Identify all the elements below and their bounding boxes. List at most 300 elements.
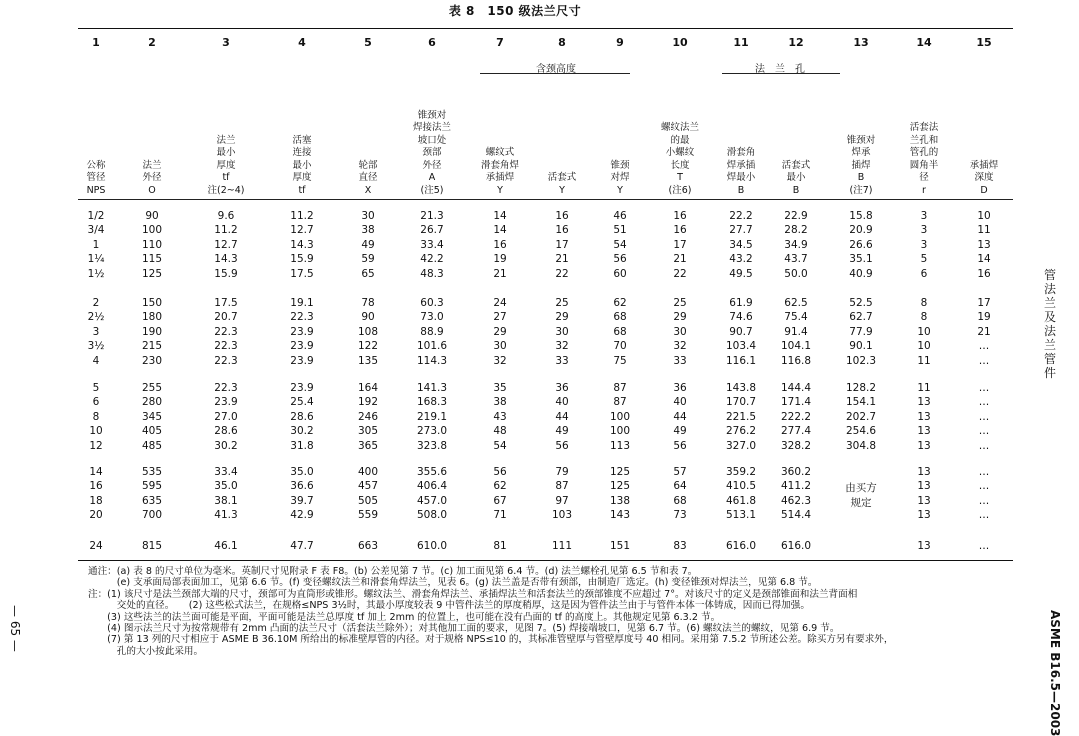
table-cell: 461.8: [725, 494, 757, 507]
table-cell: 87: [613, 396, 627, 409]
table-cell: 11: [977, 224, 991, 237]
table-cell: 116.8: [780, 354, 812, 367]
table-cell: 38: [493, 396, 507, 409]
column-header: [944, 160, 1024, 198]
note-line: 通注：(a) 表 8 的尺寸单位为毫米。英制尺寸见附录 F 表 F8。(b) 公差见第 7 节。(c) 加工面见第 6.4 节。(d) 法兰螺栓孔见第 6.5 节和表 7。: [88, 566, 698, 577]
table-cell: 144.4: [780, 382, 812, 394]
table-cell: 27: [493, 311, 507, 324]
table-cell: 23.9: [290, 382, 314, 394]
table-cell: 17: [673, 238, 687, 251]
table-cell: 16: [555, 224, 569, 237]
table-row: [0, 355, 1079, 369]
table-cell: 485: [141, 439, 163, 452]
table-cell: 15.9: [214, 267, 238, 280]
table-cell: 171.4: [780, 396, 812, 409]
table-cell: 103.4: [725, 340, 757, 353]
table-row: [0, 425, 1079, 439]
column-header-line: Y: [559, 184, 565, 196]
group-header-flange-bore: 法 兰 孔: [755, 64, 805, 75]
column-header-line: 最小: [786, 172, 806, 183]
table-row: [0, 396, 1079, 410]
table-cell: 535: [141, 466, 163, 478]
column-number: 8: [558, 36, 566, 49]
table-cell: 13: [917, 410, 931, 423]
table-cell: 51: [613, 224, 627, 237]
table-title: 表 8 150 级法兰尺寸: [448, 4, 582, 18]
table-cell: 64: [673, 480, 687, 493]
table-cell: 33.4: [420, 238, 444, 251]
column-header-line: 管径: [86, 172, 106, 183]
table-cell: …: [978, 466, 990, 478]
table-cell: 91.4: [784, 325, 808, 338]
table-cell: 108: [357, 325, 379, 338]
column-headers: [0, 80, 1079, 197]
table-cell: 8: [920, 297, 928, 309]
table-cell: 35.0: [214, 480, 238, 493]
table-cell: 101.6: [416, 340, 448, 353]
table-cell: 67: [493, 494, 507, 507]
column-header-line: 长度: [670, 159, 690, 171]
column-header-line: 滑套角: [726, 147, 756, 158]
column-header-line: B: [737, 184, 745, 196]
table-cell: 43: [493, 410, 507, 423]
column-number: 1: [92, 36, 100, 49]
table-cell: 60.3: [420, 297, 444, 309]
table-cell: 221.5: [725, 410, 757, 423]
table-cell: 49: [361, 238, 375, 251]
column-header-line: Y: [617, 184, 623, 196]
table-cell: 56: [613, 253, 627, 266]
column-header-line: B: [857, 172, 865, 183]
table-cell: …: [978, 425, 990, 438]
table-cell: 13: [917, 509, 931, 522]
table-cell: 38: [361, 224, 375, 237]
table-cell: 21: [673, 253, 687, 266]
table-row: [0, 509, 1079, 523]
column-number: 4: [298, 36, 306, 49]
table-cell: 40: [673, 396, 687, 409]
table-cell: 36: [673, 382, 687, 394]
column-header-line: 锥颈对: [846, 134, 876, 146]
table-cell: 16: [673, 210, 687, 222]
column-header-line: 螺纹式: [485, 147, 515, 158]
table-cell: 100: [609, 410, 631, 423]
table-cell: 508.0: [416, 509, 448, 522]
table-cell: …: [978, 439, 990, 452]
table-cell: …: [978, 396, 990, 409]
table-cell: 100: [609, 425, 631, 438]
table-cell: 74.6: [729, 311, 753, 324]
table-cell: 17.5: [290, 267, 314, 280]
table-cell: 230: [141, 354, 163, 367]
table-cell: 406.4: [416, 480, 448, 493]
table-cell: 180: [141, 311, 163, 324]
table-cell: 19: [977, 311, 991, 324]
table-row: [0, 297, 1079, 311]
table-cell: 110: [141, 238, 163, 251]
table-cell: 10: [89, 425, 103, 438]
table-cell: 70: [613, 340, 627, 353]
table-cell: 62: [613, 297, 627, 309]
table-cell: 610.0: [416, 540, 448, 552]
page-number: — 65 —: [8, 605, 22, 652]
table-cell: 21: [977, 325, 991, 338]
column-header-line: 公称: [86, 159, 106, 171]
table-row: [0, 540, 1079, 554]
column-number: 3: [222, 36, 230, 49]
table-cell: 28.6: [214, 425, 238, 438]
table-cell: 71: [493, 509, 507, 522]
table-cell: 62: [493, 480, 507, 493]
table-cell: 56: [555, 439, 569, 452]
column-header-line: 最小: [292, 159, 312, 171]
table-row: [0, 466, 1079, 480]
column-header-line: 管孔的: [909, 147, 939, 158]
table-cell: 规定: [850, 496, 872, 509]
table-cell: 100: [141, 224, 163, 237]
table-cell: 276.2: [725, 425, 757, 438]
table-cell: 54: [613, 238, 627, 251]
table-cell: 202.7: [845, 410, 877, 423]
table-cell: 616.0: [725, 540, 757, 552]
table-cell: 365: [357, 439, 379, 452]
table-cell: 255: [141, 382, 163, 394]
table-cell: 48.3: [420, 267, 444, 280]
column-header-line: r: [922, 184, 926, 196]
table-cell: 5: [92, 382, 100, 394]
table-cell: 10: [917, 340, 931, 353]
table-cell: 13: [917, 425, 931, 438]
table-cell: 97: [555, 494, 569, 507]
table-cell: 30.2: [290, 425, 314, 438]
note-line: (3) 这些法兰的法兰面可能是平面，平面可能是法兰总厚度 tf 加上 2mm 的位置上，也可能在没有凸面的 tf 的高度上。其他规定见第 6.3.2 节。: [88, 611, 721, 623]
table-cell: 1: [92, 238, 100, 251]
table-cell: 141.3: [416, 382, 448, 394]
table-cell: 33: [673, 354, 687, 367]
table-cell: 23.9: [290, 340, 314, 353]
table-cell: 190: [141, 325, 163, 338]
table-cell: 14: [493, 210, 507, 222]
table-cell: 62.5: [784, 297, 808, 309]
table-cell: 12: [89, 439, 103, 452]
table-cell: 8: [920, 311, 928, 324]
table-cell: 168.3: [416, 396, 448, 409]
table-cell: 815: [141, 540, 163, 552]
table-cell: 33: [555, 354, 569, 367]
column-header-line: 小螺纹: [665, 147, 695, 158]
table-cell: 47.7: [290, 540, 314, 552]
table-cell: 10: [917, 325, 931, 338]
table-row: [0, 480, 1079, 494]
table-cell: 6: [92, 396, 100, 409]
table-cell: 62.7: [849, 311, 873, 324]
column-header-line: 法兰: [216, 134, 236, 146]
table-cell: 83: [673, 540, 687, 552]
table-cell: 19: [493, 253, 507, 266]
table-cell: 30: [493, 340, 507, 353]
column-header-line: 兰孔和: [909, 134, 939, 146]
table-cell: 3: [920, 238, 928, 251]
column-header-line: 直径: [358, 172, 378, 183]
table-row: [0, 382, 1079, 396]
table-cell: 457: [357, 480, 379, 493]
table-cell: 29: [673, 311, 687, 324]
table-cell: 254.6: [845, 425, 877, 438]
table-cell: 27.0: [214, 410, 238, 423]
table-cell: 3½: [87, 340, 105, 353]
table-cell: 68: [613, 325, 627, 338]
column-header-line: 颈部: [422, 147, 442, 158]
column-header-line: X: [364, 184, 372, 196]
table-cell: 14.3: [214, 253, 238, 266]
table-cell: 154.1: [845, 396, 877, 409]
note-line: 交处的直径。 (2) 这些松式法兰，在规格≤NPS 3½时，其最小厚度较表 9 中管件法兰的厚度稍厚，这是因为管件法兰由于与管件本体一体铸成，因而已得加强。: [88, 600, 810, 612]
table-cell: 44: [555, 410, 569, 423]
table-cell: …: [978, 494, 990, 507]
column-header-line: 锥颈对: [417, 109, 447, 121]
table-cell: 14: [89, 466, 103, 478]
column-header-line: 承插焊: [485, 172, 515, 183]
header-rule: [78, 199, 1013, 200]
table-cell: 34.5: [729, 238, 753, 251]
notes-section: [88, 566, 1028, 657]
table-cell: 30: [673, 325, 687, 338]
table-cell: 60: [613, 267, 627, 280]
table-cell: 462.3: [780, 494, 812, 507]
table-cell: 170.7: [725, 396, 757, 409]
table-cell: 25: [555, 297, 569, 309]
column-header-line: 法兰: [142, 159, 162, 171]
table-cell: 31.8: [290, 439, 314, 452]
table-cell: 28.6: [290, 410, 314, 423]
table-cell: 13: [917, 540, 931, 552]
table-cell: 22.3: [214, 340, 238, 353]
column-header: [186, 135, 266, 198]
table-cell: 87: [613, 382, 627, 394]
table-cell: 12.7: [290, 224, 314, 237]
table-cell: 23.9: [290, 325, 314, 338]
table-cell: 30.2: [214, 439, 238, 452]
column-number: 15: [976, 36, 992, 49]
column-header-line: 对焊: [610, 172, 630, 183]
table-cell: 20.9: [849, 224, 873, 237]
column-header-line: 厚度: [216, 159, 236, 171]
table-cell: 43.2: [729, 253, 753, 266]
table-cell: 457.0: [416, 494, 448, 507]
table-cell: 56: [673, 439, 687, 452]
table-cell: 11: [917, 382, 931, 394]
table-cell: 164: [357, 382, 379, 394]
table-cell: 104.1: [780, 340, 812, 353]
group-underline-bore: [722, 73, 840, 74]
table-cell: 20.7: [214, 311, 238, 324]
table-cell: 13: [977, 238, 991, 251]
table-cell: 6: [920, 267, 928, 280]
table-cell: 49: [673, 425, 687, 438]
column-header-line: B: [792, 184, 800, 196]
table-cell: 663: [357, 540, 379, 552]
table-cell: 22: [555, 267, 569, 280]
table-cell: 595: [141, 480, 163, 493]
column-header-line: Y: [497, 184, 503, 196]
table-row: [0, 239, 1079, 253]
table-cell: 328.2: [780, 439, 812, 452]
table-cell: 16: [89, 480, 103, 493]
table-cell: 10: [977, 210, 991, 222]
table-cell: 13: [917, 494, 931, 507]
table-cell: 36.6: [290, 480, 314, 493]
table-row: [0, 268, 1079, 282]
table-cell: 280: [141, 396, 163, 409]
table-cell: 359.2: [725, 466, 757, 478]
column-number: 6: [428, 36, 436, 49]
table-cell: 16: [555, 210, 569, 222]
table-cell: 73.0: [420, 311, 444, 324]
table-row: [0, 495, 1079, 509]
column-header-line: 外径: [422, 159, 442, 171]
table-cell: 29: [493, 325, 507, 338]
column-header-line: O: [148, 184, 156, 196]
table-cell: 222.2: [780, 410, 812, 423]
table-cell: 22: [673, 267, 687, 280]
table-cell: 56: [493, 466, 507, 478]
table-row: [0, 440, 1079, 454]
table-cell: 1¼: [87, 253, 105, 266]
table-cell: 22.3: [214, 325, 238, 338]
note-line: (e) 支承面局部表面加工，见第 6.6 节。(f) 变径螺纹法兰和滑套角焊法兰，见表 6。(g) 法兰盖是否带有颈部，由制造厂选定。(h) 变径锥颈对焊法兰，见第 6.8 节。: [88, 577, 818, 589]
table-cell: 16: [673, 224, 687, 237]
table-cell: …: [978, 480, 990, 493]
table-cell: 90.7: [729, 325, 753, 338]
column-header-line: 焊最小: [726, 172, 756, 183]
column-header-line: 焊承插: [726, 159, 756, 171]
table-cell: 327.0: [725, 439, 757, 452]
table-cell: 1½: [87, 267, 105, 280]
column-number: 10: [672, 36, 688, 49]
table-cell: 43.7: [784, 253, 808, 266]
table-cell: 68: [673, 494, 687, 507]
table-cell: …: [978, 340, 990, 353]
table-cell: 28.2: [784, 224, 808, 237]
table-cell: 79: [555, 466, 569, 478]
table-cell: 15.8: [849, 210, 873, 222]
table-cell: 88.9: [420, 325, 444, 338]
table-cell: 68: [613, 311, 627, 324]
table-cell: 由买方: [845, 482, 877, 495]
table-cell: 24: [493, 297, 507, 309]
table-row: [0, 224, 1079, 238]
table-cell: 345: [141, 410, 163, 423]
table-cell: 505: [357, 494, 379, 507]
table-cell: 4: [92, 354, 100, 367]
table-cell: 44: [673, 410, 687, 423]
table-cell: 15.9: [290, 253, 314, 266]
table-cell: 32: [555, 340, 569, 353]
table-cell: 23.9: [214, 396, 238, 409]
table-cell: 40: [555, 396, 569, 409]
column-header-line: 轮部: [358, 159, 378, 171]
table-cell: 13: [917, 466, 931, 478]
table-cell: 700: [141, 509, 163, 522]
side-title: 管法兰及法兰管件: [1043, 268, 1056, 380]
column-header-line: (注6): [668, 184, 692, 196]
table-cell: 411.2: [780, 480, 812, 493]
table-cell: 304.8: [845, 439, 877, 452]
table-cell: 35: [493, 382, 507, 394]
table-cell: 25: [673, 297, 687, 309]
table-cell: 125: [609, 466, 631, 478]
top-rule: [78, 28, 1013, 29]
group-header-neck-length: 含颈高度: [536, 64, 576, 75]
table-cell: 323.8: [416, 439, 448, 452]
note-line: 注：(1) 该尺寸是法兰颈部大端的尺寸，颈部可为直筒形或锥形。螺纹法兰、滑套角焊法兰、承插焊法兰和活套法兰的颈部锥度不应超过 7°。对该尺寸的定义是颈部锥面和法兰背面相: [88, 588, 858, 600]
side-standard: ASME B16.5—2003: [1048, 610, 1062, 736]
table-cell: 3/4: [87, 224, 105, 237]
column-header-line: 活套法: [909, 122, 939, 133]
table-cell: 219.1: [416, 410, 448, 423]
table-cell: 61.9: [729, 297, 753, 309]
column-header-line: T: [677, 172, 683, 183]
table-cell: 13: [917, 396, 931, 409]
table-cell: 116.1: [725, 354, 757, 367]
column-number: 11: [733, 36, 749, 49]
table-cell: 11.2: [290, 210, 314, 222]
column-header-line: 活套式: [781, 159, 811, 171]
table-cell: 400: [357, 466, 379, 478]
table-cell: 150: [141, 297, 163, 309]
table-cell: 17.5: [214, 297, 238, 309]
table-cell: 22.9: [784, 210, 808, 222]
column-number: 14: [916, 36, 932, 49]
column-header-line: (注5): [420, 184, 444, 196]
table-cell: 9.6: [217, 210, 235, 222]
table-cell: 8: [92, 410, 100, 423]
column-header-line: 锥颈: [610, 159, 630, 171]
column-header-line: 活套式: [547, 172, 577, 183]
table-cell: 87: [555, 480, 569, 493]
column-number: 13: [853, 36, 869, 49]
column-header-line: 的最: [670, 134, 690, 146]
table-cell: 32: [673, 340, 687, 353]
column-header-line: 螺纹法兰: [660, 122, 699, 133]
table-cell: 151: [609, 540, 631, 552]
table-cell: 122: [357, 340, 379, 353]
table-cell: 46.1: [214, 540, 238, 552]
table-cell: 13: [917, 480, 931, 493]
table-cell: 35.1: [849, 253, 873, 266]
table-row: [0, 326, 1079, 340]
table-row: [0, 311, 1079, 325]
table-cell: 635: [141, 494, 163, 507]
table-cell: 59: [361, 253, 375, 266]
table-cell: 38.1: [214, 494, 238, 507]
table-cell: 143: [609, 509, 631, 522]
column-header-line: D: [980, 184, 988, 196]
table-cell: 513.1: [725, 509, 757, 522]
table-cell: 21: [493, 267, 507, 280]
column-number: 7: [496, 36, 504, 49]
column-header-line: 活塞: [292, 134, 312, 146]
bottom-rule: [78, 560, 1013, 561]
table-cell: 114.3: [416, 354, 448, 367]
table-cell: 19.1: [290, 297, 314, 309]
column-header-line: 最小: [216, 147, 236, 158]
column-header-line: 坡口处: [417, 134, 447, 146]
table-cell: 78: [361, 297, 375, 309]
table-cell: 35.0: [290, 466, 314, 478]
table-cell: 5: [920, 253, 928, 266]
table-cell: 14: [977, 253, 991, 266]
